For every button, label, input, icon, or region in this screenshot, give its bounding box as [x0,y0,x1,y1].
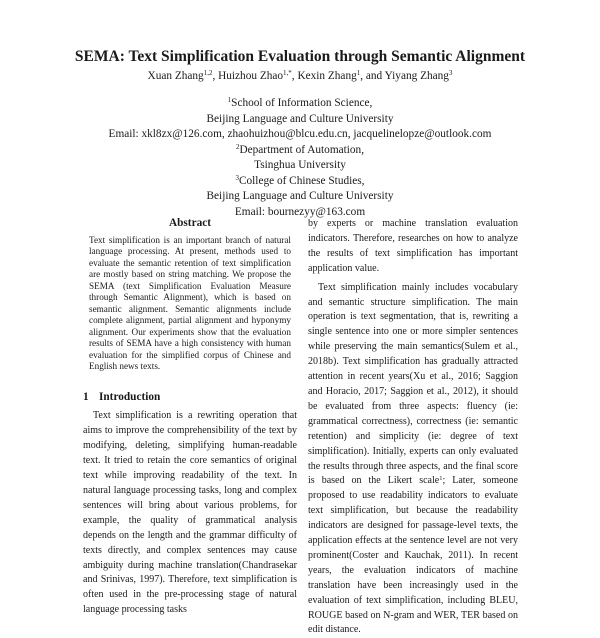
author-list [0,70,600,82]
paper-title: SEMA: Text Simplification Evaluation through Semantic Alignment [74,48,526,65]
intro-paragraph-continued: by experts or machine translation evaluation indicators. Therefore, researches on how to analyze the results of text simplification has important application value. [308,218,518,274]
section-heading-introduction [83,391,297,403]
section-number: 1 [83,391,89,404]
author: Huizhou Zhao$^{1,*}$, [218,69,298,82]
left-column [83,217,297,618]
author: Kexin Zhang$^1$, and [297,69,385,82]
abstract-text: Text simplification is an important branch of natural language processing. At present, methods used to evaluate the semantic retention of text simplification are mostly based on string matching. We propose the SEMA (text Simplification Evaluation Measure through Semantic Alignment), which is based on semantic alignment. Semantic alignments include complete alignment, partial alignment and hyponymy alignment. Our experiments show that the evaluation results of SEMA have a high consistency with human evaluation for the simplified corpus of Chinese and English news texts. [89,235,291,371]
affiliation-3-line2: Beijing Language and Culture University [206,190,394,202]
author: Xuan Zhang$^{1,2}$, [147,69,219,82]
footnote-marker[interactable]: 1 [439,475,443,483]
abstract-heading: Abstract [168,217,212,229]
affiliation-2-line2: Tsinghua University [254,159,346,171]
section-title: Introduction [99,391,161,404]
affiliations [0,96,600,220]
affiliation-3-line1: $^3$College of Chinese Studies, [235,173,365,187]
author: Yiyang Zhang$^3$ [384,69,453,82]
affiliation-3-email: Email: bournezyy@163.com [234,205,366,218]
affiliation-1-email: Email: xkl8zx@126.com, zhaohuizhou@blcu.edu.cn, jacquelinelopze@outlook.com [108,128,492,140]
affiliation-1-line1: $^1$School of Information Science, [227,96,373,109]
affiliation-2-line1: $^2$Department of Automation, [235,142,365,156]
affiliation-1-line2: Beijing Language and Culture University [206,112,394,125]
right-column [308,217,518,638]
intro-paragraph-2: Text simplification mainly includes vocabulary and semantic structure simplification. The main operation is text segmentation, that is, rewriting a single sentence into one or more simpler sentences while preserving the main semantics(Sulem et al., 2018b). Text simplification has gradually attracted attention in recent years(Xu et al., 2016; Saggion and Horacio, 2017; Saggion et al., 2012), it should be evaluated from three aspects: fluency (ie: grammatical correctness), correctness (ie: semantic retention) and simplicity (ie: degree of text simplification). Initially, experts can only evaluated the results through three aspects, and the final score is based on the Likert scale$^1$; Later, someone proposed to use readability indicators to evaluate text simplification, but because the readability indicators are designed for passage-level texts, the application effects at the sentence level are not very prominent(Coster and Kauchak, 2011). In recent years, the evaluation indicators of machine translation have been increasingly used in the evaluation of text simplification, including BLEU, ROUGE based on N-gram and WER, TER based on edit distance. [308,281,518,636]
intro-paragraph-1: Text simplification is a rewriting operation that aims to improve the comprehensibility of the text by modifying, deleting, simplifying human-readable text. It tried to retain the core semantics of original text while improving readability of the text. In natural language processing tasks, long and complex sentences will bring about various problems, for example, the quality of grammatical analysis depends on the length and the grammar difficulty of texts directly, and complex sentences may cause ambiguity during machine translation(Chandrasekar and Srinivas, 1997). Therefore, text simplification is often used in the pre-processing stage of natural language processing tasks [83,410,297,616]
